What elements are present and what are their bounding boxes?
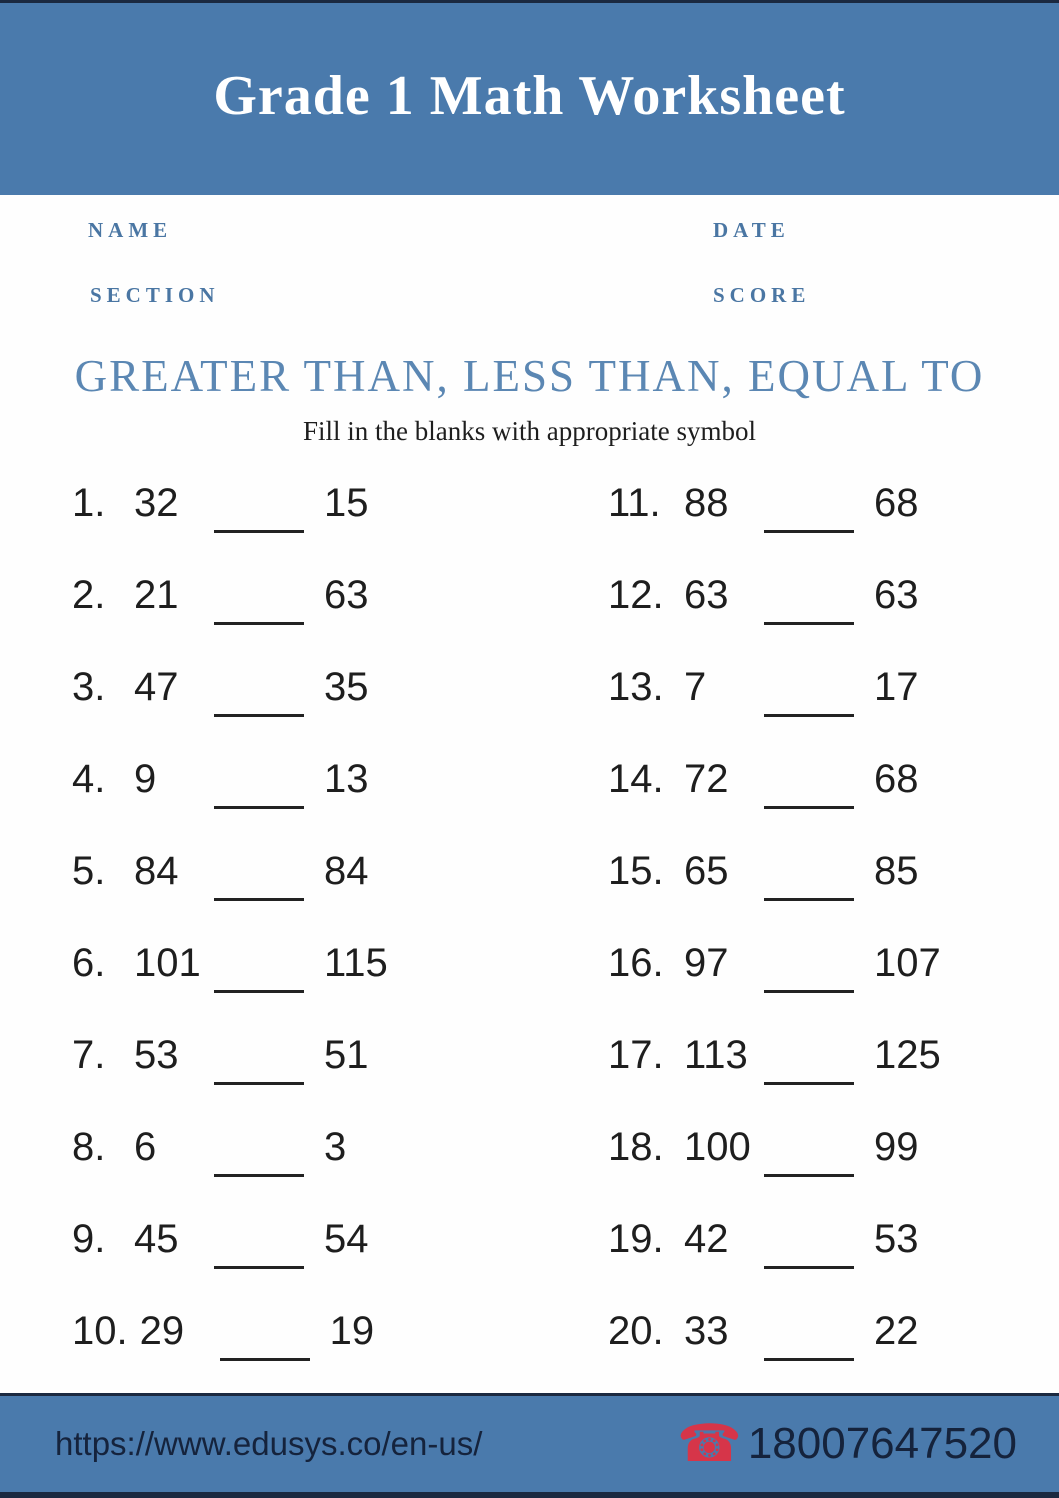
operand-right: 19 bbox=[329, 1309, 375, 1353]
operand-left: 101 bbox=[134, 941, 201, 985]
operand-right: 63 bbox=[324, 573, 369, 617]
worksheet-heading: GREATER THAN, LESS THAN, EQUAL TO bbox=[74, 351, 985, 401]
problem-row bbox=[72, 754, 552, 804]
operand-left: 97 bbox=[684, 941, 729, 985]
operand-left: 33 bbox=[684, 1309, 729, 1353]
problem-number: 14. bbox=[608, 757, 664, 801]
answer-blank[interactable] bbox=[764, 755, 854, 809]
answer-blank[interactable] bbox=[214, 939, 304, 993]
header-band bbox=[0, 0, 1059, 195]
operand-left: 113 bbox=[684, 1033, 748, 1077]
operand-right: 13 bbox=[324, 757, 369, 801]
page-title: Grade 1 Math Worksheet bbox=[213, 65, 846, 127]
operand-left: 29 bbox=[139, 1309, 185, 1353]
worksheet-instruction: Fill in the blanks with appropriate symbol bbox=[303, 416, 756, 446]
problem-row bbox=[72, 1030, 552, 1080]
problem-row bbox=[72, 1214, 552, 1264]
problem-number: 4. bbox=[72, 757, 106, 801]
answer-blank[interactable] bbox=[764, 663, 854, 717]
problems-area bbox=[0, 478, 1059, 1388]
problem-number: 7. bbox=[72, 1033, 106, 1077]
operand-right: 85 bbox=[874, 849, 919, 893]
problems-column-right bbox=[608, 478, 1048, 1398]
operand-right: 99 bbox=[874, 1125, 919, 1169]
problem-row bbox=[608, 1214, 1048, 1264]
problem-row bbox=[72, 1306, 552, 1356]
answer-blank[interactable] bbox=[214, 1031, 304, 1085]
problem-number: 17. bbox=[608, 1033, 664, 1077]
problem-row bbox=[608, 1122, 1048, 1172]
telephone-icon: ☎ bbox=[677, 1414, 742, 1474]
name-field-label: NAME bbox=[88, 218, 173, 242]
problem-row bbox=[72, 1122, 552, 1172]
operand-left: 47 bbox=[134, 665, 179, 709]
answer-blank[interactable] bbox=[764, 847, 854, 901]
answer-blank[interactable] bbox=[764, 1215, 854, 1269]
operand-right: 3 bbox=[324, 1125, 347, 1169]
problem-number: 19. bbox=[608, 1217, 664, 1261]
problem-number: 6. bbox=[72, 941, 106, 985]
problem-number: 15. bbox=[608, 849, 664, 893]
date-field-label: DATE bbox=[713, 218, 790, 242]
operand-right: 35 bbox=[324, 665, 369, 709]
operand-left: 84 bbox=[134, 849, 179, 893]
operand-right: 115 bbox=[324, 941, 388, 985]
operand-right: 107 bbox=[874, 941, 941, 985]
answer-blank[interactable] bbox=[214, 479, 304, 533]
answer-blank[interactable] bbox=[764, 1307, 854, 1361]
operand-left: 7 bbox=[684, 665, 707, 709]
operand-left: 21 bbox=[134, 573, 179, 617]
operand-left: 88 bbox=[684, 481, 729, 525]
answer-blank[interactable] bbox=[220, 1307, 310, 1361]
operand-right: 68 bbox=[874, 757, 919, 801]
operand-right: 22 bbox=[874, 1309, 919, 1353]
operand-left: 32 bbox=[134, 481, 179, 525]
problem-number: 10. bbox=[72, 1309, 128, 1353]
problem-row bbox=[608, 1030, 1048, 1080]
operand-left: 65 bbox=[684, 849, 729, 893]
problem-number: 18. bbox=[608, 1125, 664, 1169]
answer-blank[interactable] bbox=[214, 571, 304, 625]
answer-blank[interactable] bbox=[764, 571, 854, 625]
problem-number: 9. bbox=[72, 1217, 106, 1261]
problem-number: 16. bbox=[608, 941, 664, 985]
problem-row bbox=[72, 662, 552, 712]
problem-row bbox=[608, 662, 1048, 712]
operand-right: 63 bbox=[874, 573, 919, 617]
problem-row bbox=[72, 846, 552, 896]
answer-blank[interactable] bbox=[214, 663, 304, 717]
footer-url[interactable]: https://www.edusys.co/en-us/ bbox=[55, 1425, 483, 1462]
problem-row bbox=[608, 938, 1048, 988]
answer-blank[interactable] bbox=[764, 479, 854, 533]
operand-left: 63 bbox=[684, 573, 729, 617]
problem-row bbox=[608, 570, 1048, 620]
answer-blank[interactable] bbox=[214, 755, 304, 809]
answer-blank[interactable] bbox=[214, 1123, 304, 1177]
operand-left: 9 bbox=[134, 757, 157, 801]
operand-left: 45 bbox=[134, 1217, 179, 1261]
answer-blank[interactable] bbox=[764, 1031, 854, 1085]
operand-right: 17 bbox=[874, 665, 919, 709]
operand-right: 68 bbox=[874, 481, 919, 525]
problem-row bbox=[72, 478, 552, 528]
problem-row bbox=[608, 1306, 1048, 1356]
phone-number: 18007647520 bbox=[747, 1419, 1017, 1468]
operand-left: 53 bbox=[134, 1033, 179, 1077]
operand-left: 72 bbox=[684, 757, 729, 801]
operand-right: 84 bbox=[324, 849, 369, 893]
problem-number: 13. bbox=[608, 665, 664, 709]
problem-number: 5. bbox=[72, 849, 106, 893]
problem-number: 12. bbox=[608, 573, 664, 617]
operand-left: 100 bbox=[684, 1125, 751, 1169]
problem-number: 8. bbox=[72, 1125, 106, 1169]
problem-row bbox=[608, 846, 1048, 896]
problem-row bbox=[608, 478, 1048, 528]
operand-right: 53 bbox=[874, 1217, 919, 1261]
operand-right: 15 bbox=[324, 481, 369, 525]
operand-left: 6 bbox=[134, 1125, 157, 1169]
score-field-label: SCORE bbox=[713, 283, 811, 307]
problem-row bbox=[72, 938, 552, 988]
operand-right: 54 bbox=[324, 1217, 369, 1261]
problems-column-left bbox=[72, 478, 552, 1398]
footer-band bbox=[0, 1393, 1059, 1498]
answer-blank[interactable] bbox=[214, 847, 304, 901]
answer-blank[interactable] bbox=[764, 939, 854, 993]
problem-number: 2. bbox=[72, 573, 106, 617]
problem-number: 20. bbox=[608, 1309, 664, 1353]
operand-right: 125 bbox=[874, 1033, 941, 1077]
problem-number: 11. bbox=[608, 481, 661, 525]
problem-row bbox=[608, 754, 1048, 804]
footer-phone bbox=[677, 1414, 1017, 1474]
problem-number: 3. bbox=[72, 665, 106, 709]
section-field-label: SECTION bbox=[90, 283, 220, 307]
problem-number: 1. bbox=[72, 481, 106, 525]
operand-right: 51 bbox=[324, 1033, 369, 1077]
answer-blank[interactable] bbox=[214, 1215, 304, 1269]
answer-blank[interactable] bbox=[764, 1123, 854, 1177]
problem-row bbox=[72, 570, 552, 620]
operand-left: 42 bbox=[684, 1217, 729, 1261]
